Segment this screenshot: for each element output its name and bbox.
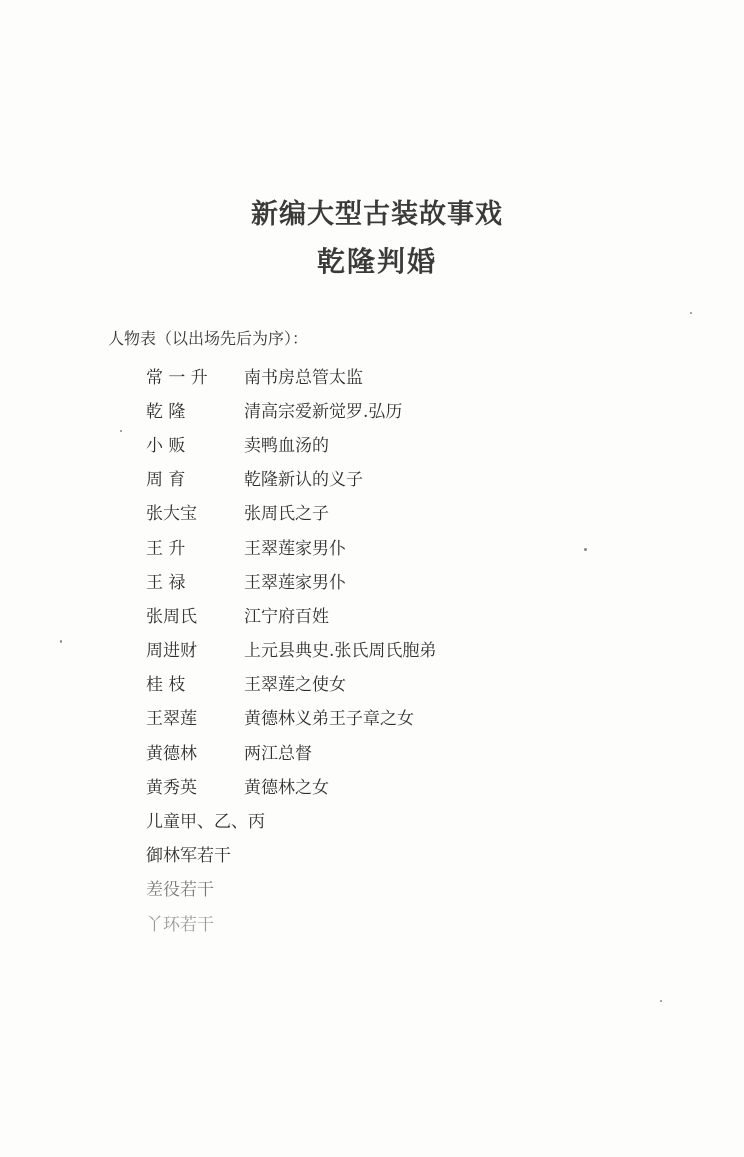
cast-name: 桂 枝 — [146, 675, 186, 696]
cast-name: 周进财 — [146, 641, 197, 662]
cast-role: 南书房总管太监 — [244, 367, 363, 388]
cast-name: 张周氏 — [146, 606, 197, 627]
cast-row — [146, 495, 646, 529]
cast-row — [146, 632, 646, 666]
cast-name: 乾 隆 — [146, 401, 186, 422]
cast-name: 王 升 — [146, 538, 186, 559]
cast-role: 张周氏之子 — [244, 504, 329, 525]
cast-role: 卖鸭血汤的 — [244, 435, 329, 456]
cast-row — [146, 529, 646, 563]
cast-name: 小 贩 — [146, 435, 186, 456]
cast-row — [146, 597, 646, 631]
scan-speck — [690, 312, 692, 314]
cast-name: 黄德林 — [146, 743, 197, 764]
cast-name: 周 育 — [146, 470, 186, 491]
cast-row — [146, 461, 646, 495]
cast-row — [146, 905, 646, 939]
cast-row — [146, 802, 646, 836]
cast-row — [146, 392, 646, 426]
cast-name: 王 禄 — [146, 572, 186, 593]
cast-role: 王翠莲家男仆 — [244, 572, 346, 593]
cast-role: 清高宗爱新觉罗.弘历 — [244, 401, 403, 422]
scan-speck — [584, 548, 587, 551]
cast-name: 王翠莲 — [146, 709, 197, 730]
scan-speck — [60, 640, 62, 643]
cast-row — [146, 734, 646, 768]
play-title: 乾隆判婚 — [316, 245, 437, 278]
cast-list — [146, 358, 646, 939]
cast-name: 丫环若干 — [146, 914, 214, 935]
cast-role: 江宁府百姓 — [244, 606, 329, 627]
scan-speck — [660, 1000, 662, 1002]
cast-row — [146, 666, 646, 700]
cast-list-heading: 人物表（以出场先后为序）： — [108, 329, 309, 348]
cast-role: 黄德林之女 — [244, 777, 329, 798]
cast-row — [146, 700, 646, 734]
cast-row — [146, 563, 646, 597]
cast-role: 上元县典史.张氏周氏胞弟 — [244, 641, 437, 662]
cast-name: 儿童甲、乙、丙 — [146, 812, 265, 833]
scan-speck — [120, 430, 122, 432]
cast-role: 黄德林义弟王子章之女 — [244, 709, 414, 730]
cast-role: 乾隆新认的义子 — [244, 470, 363, 491]
cast-row — [146, 426, 646, 460]
cast-role: 两江总督 — [244, 743, 312, 764]
cast-name: 差役若干 — [146, 880, 214, 901]
cast-row — [146, 358, 646, 392]
cast-name: 黄秀英 — [146, 777, 197, 798]
cast-row — [146, 871, 646, 905]
cast-role: 王翠莲之使女 — [244, 675, 346, 696]
play-genre-title: 新编大型古装故事戏 — [251, 199, 503, 230]
cast-name: 常 一 升 — [146, 367, 208, 388]
cast-row — [146, 837, 646, 871]
cast-name: 张大宝 — [146, 504, 197, 525]
cast-role: 王翠莲家男仆 — [244, 538, 346, 559]
cast-name: 御林军若干 — [146, 846, 231, 867]
cast-row — [146, 768, 646, 802]
